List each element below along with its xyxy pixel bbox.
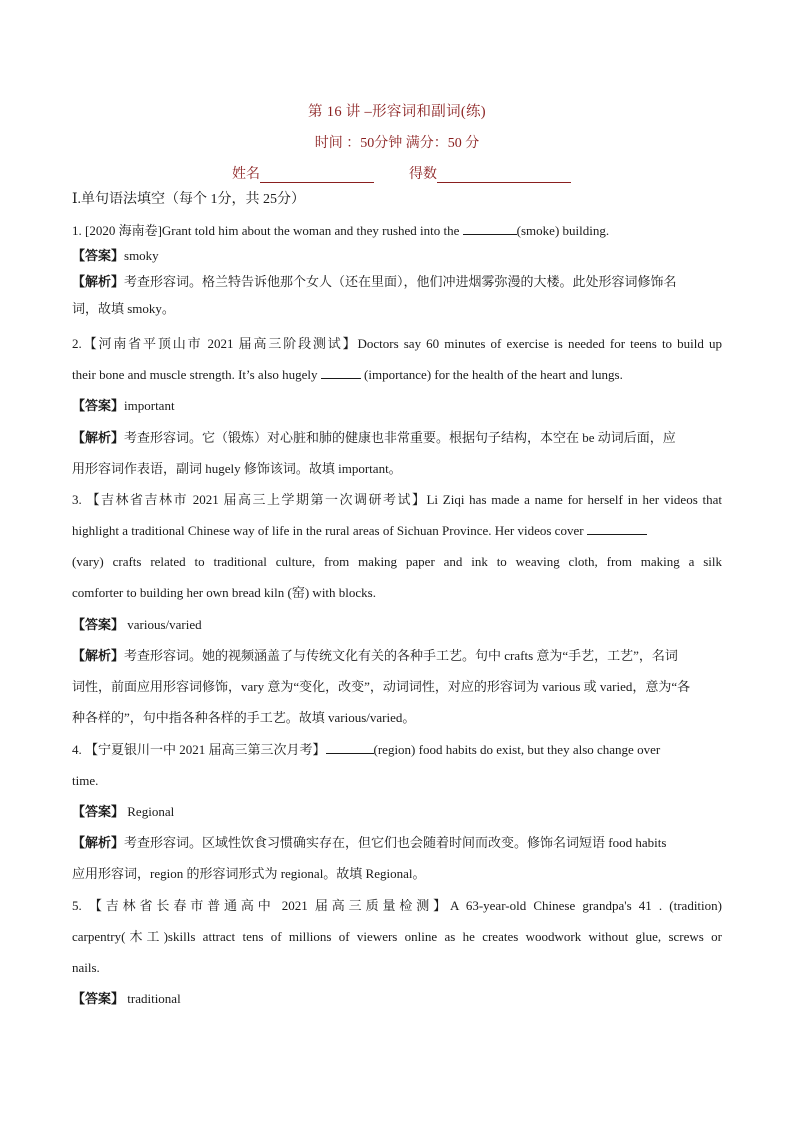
name-blank[interactable] [260,168,374,183]
name-score-row [232,163,592,183]
analysis-4: 【解析】考查形容词。区域性饮食习惯确实存在，但它们也会随着时间而改变。修饰名词短语 food habits [72,835,667,850]
answer-blank[interactable] [321,366,361,379]
analysis-3: 【解析】考查形容词。她的视频涵盖了与传统文化有关的各种手工艺。句中 crafts 意为“手艺，工艺”，名词 [72,648,678,663]
analysis-1: 【解析】考查形容词。格兰特告诉他那个女人（还在里面），他们冲进烟雾弥漫的大楼。此处形容词修饰名 [72,274,677,289]
answer-blank[interactable] [587,522,647,535]
answer-label: 【答案】 [72,398,125,413]
time-and-score-info: 时间 ：50分钟 满分：50 分 [314,136,480,151]
question-source: [2020 海南卷] [85,223,162,238]
score-blank[interactable] [437,168,571,183]
answer-2: 【答案】important [72,398,175,413]
page-title: 第 16 讲 –形容词和副词(练) [308,104,486,120]
answer-blank[interactable] [463,222,517,235]
question-2: 2.【河南省平顶山市 2021 届高三阶段测试】Doctors say 60 minutes of exercise is needed for teens to build up [72,336,722,351]
analysis-label: 【解析】 [72,835,125,850]
question-source: 【宁夏银川一中 2021 届高三第三次月考】 [85,742,326,757]
analysis-label: 【解析】 [72,430,125,445]
section-title: Ⅰ.单句语法填空（每个 1分，共 25分） [72,192,306,207]
analysis-label: 【解析】 [72,648,125,663]
answer-label: 【答案】 [72,804,125,819]
name-label: 姓名 [232,167,260,182]
question-source: 【吉林省吉林市 2021 届高三上学期第一次调研考试】 [86,492,427,507]
answer-label: 【答案】 [72,617,125,632]
question-4: 4. 【宁夏银川一中 2021 届高三第三次月考】 (region) food habits do exist, but they also change over [72,742,661,757]
answer-5: 【答案】 traditional [72,991,181,1006]
answer-1: 【答案】smoky [72,248,159,263]
document-page: 第 16 讲 –形容词和副词(练) 时间 ：50分钟 满分：50 分 姓名 得数 Ⅰ.单句语法填空（每个 1分，共 25分） 1. [2020 海南卷]Grant told him about the woman and they rushed into the (smoke) building. 【答案】smoky 【解析】考查形容词。格兰特告诉他那个女人（还在里面），他们冲进烟雾弥漫的大楼。此处形容词修饰名 词，故填 smoky。 2.【河南省平顶山市 2021 届高三阶段测试】Doctors say 60 minutes of exercise is needed for teens to build up their bone and muscle strength. It’s also hugely (importance) for the health of the heart and lungs. 【答案】important 【解析】考查形容词。它（锻炼）对心脏和肺的健康也非常重要。根据句子结构，本空在 be 动词后面，应 用形容词作表语，副词 hugely 修饰该词。故填 important。 3. 【吉林省吉林市 2021 届高三上学期第一次调研考试】Li Ziqi has made a name for herself in her videos that highlight a traditional Chinese way of life in the rural areas of Sichuan Province. Her videos cover (vary) crafts related to traditional culture, from making paper and ink to weaving cloth, from making a silk comforter to building her own bread kiln (窑) with blocks. 【答案】 various/varied 【解析】考查形容词。她的视频涵盖了与传统文化有关的各种手工艺。句中 crafts 意为“手艺，工艺”，名词 词性，前面应用形容词修饰，vary 意为“变化，改变”，动词词性，对应的形容词为 various 或 varied，意为“各 种各样的”，句中指各种各样的手工艺。故填 various/varied。 4. 【宁夏银川一中 2021 届高三第三次月考】 (region) food habits do exist, but they also change over time. 【答案】 Regional 【解析】考查形容词。区域性饮食习惯确实存在，但它们也会随着时间而改变。修饰名词短语 food habits 应用形容词，region 的形容词形式为 regional。故填 Regional。 5. 【吉林省长春市普通高中 2021 届高三质量检测】A 63-year-old Chinese grandpa's 41 . (tradition) carpentry(木工)skills attract tens of millions of viewers online as he creates woodwork without glue, screws or nails. 【答案】 traditional [0,0,794,1123]
question-1: 1. [2020 海南卷]Grant told him about the woman and they rushed into the (smoke) building. [72,223,610,238]
question-3: 3. 【吉林省吉林市 2021 届高三上学期第一次调研考试】Li Ziqi has made a name for herself in her videos that [72,492,722,507]
score-label: 得数 [409,167,437,182]
analysis-2: 【解析】考查形容词。它（锻炼）对心脏和肺的健康也非常重要。根据句子结构，本空在 be 动词后面，应 [72,430,676,445]
question-source: 【河南省平顶山市 2021 届高三阶段测试】 [81,336,358,351]
question-source: 【吉林省长春市普通高中 2021 届高三质量检测】 [88,898,451,913]
answer-blank[interactable] [326,741,374,754]
answer-3: 【答案】 various/varied [72,617,202,632]
answer-label: 【答案】 [72,248,125,263]
analysis-label: 【解析】 [72,274,125,289]
answer-4: 【答案】 Regional [72,804,175,819]
answer-label: 【答案】 [72,991,125,1006]
question-5: 5. 【吉林省长春市普通高中 2021 届高三质量检测】A 63-year-old Chinese grandpa's 41 . (tradition) [72,898,722,913]
